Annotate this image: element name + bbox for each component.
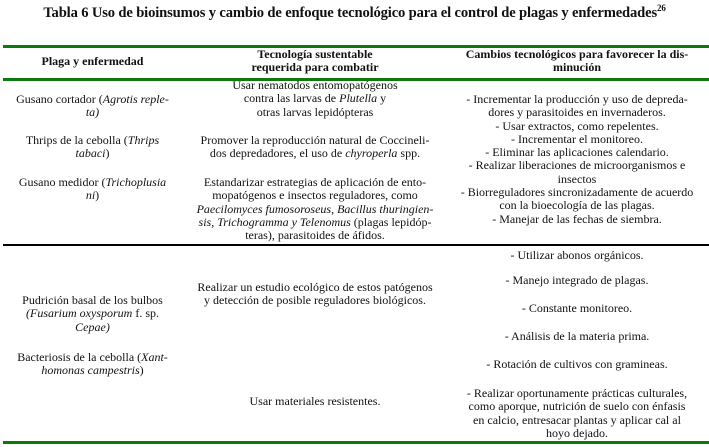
- text-line: Promover la reproducción natural de Coccineli-: [200, 133, 430, 147]
- species-span: Paecilomyces fumosoroseus, Bacillus thuringien-: [196, 201, 434, 216]
- species-span: Plutella: [339, 91, 378, 106]
- header-plaga: Plaga y enfermedad: [41, 54, 144, 68]
- text-line: - Realizar oportunamente prácticas culturales,: [466, 386, 688, 400]
- text-line: en calcio, entresacar plantas y aplicar cal al: [473, 412, 681, 427]
- text-line: hoyo dejado.: [546, 425, 608, 440]
- pest-bacteriosis: [0, 351, 185, 378]
- text-span: dos depredadores, el uso de: [209, 146, 346, 161]
- tech-materiales-resistentes: Usar materiales resistentes.: [249, 394, 381, 408]
- change-rotacion: - Rotación de cultivos con gramineas.: [486, 357, 668, 371]
- change-manejo-integrado: - Manejo integrado de plagas.: [505, 273, 649, 287]
- pest-name: Gusano cortador (: [16, 92, 103, 106]
- species-span: chyroperla: [345, 146, 398, 161]
- pest-species-cont: ta): [85, 105, 100, 120]
- text-line: otras larvas lepidópteras: [256, 104, 374, 119]
- header-tecnologia-line2: requerida para combatir: [251, 60, 379, 74]
- species-span: sis, Trichogramma y Telenomus: [198, 214, 351, 229]
- table-title-text: Tabla 6 Uso de bioinsumos y cambio de enfoque tecnológico para el control de plagas y enfermedades: [43, 5, 657, 21]
- pest-species-cont: tabaci: [75, 146, 106, 161]
- change-practicas-culturales: [445, 387, 709, 440]
- header-tecnologia: [185, 48, 445, 74]
- change-item: - Realizar liberaciones de microorganismos e: [468, 158, 686, 173]
- species-span: Cepae): [75, 319, 110, 334]
- text-span: f. sp.: [132, 306, 159, 321]
- header-cambios: [445, 48, 709, 74]
- pest-tail: ): [105, 146, 110, 161]
- change-materia-prima: - Análisis de la materia prima.: [504, 329, 650, 343]
- pest-species: Thrips: [127, 133, 160, 147]
- pest-thrips: [0, 134, 185, 161]
- text-span: ): [139, 363, 144, 378]
- pest-pudricion-basal: [0, 294, 185, 334]
- text-span: (plagas lepidóp-: [350, 214, 432, 229]
- text-line: teras), parasitoides de áfidos.: [245, 228, 385, 243]
- text-span: y: [377, 91, 387, 106]
- tech-nematodos: [185, 79, 445, 119]
- change-item: - Eliminar las aplicaciones calendario.: [485, 145, 669, 160]
- change-monitoreo: - Constante monitoreo.: [521, 301, 633, 315]
- table-bottom-rule: [3, 441, 709, 444]
- text-line: Pudrición basal de los bulbos: [22, 293, 163, 307]
- pest-name: Gusano medidor (: [18, 175, 106, 189]
- text-line: Usar nematodos entomopatógenos: [232, 78, 398, 92]
- change-item: - Incrementar la producción y uso de depreda-: [466, 92, 688, 106]
- pest-tail: ): [95, 188, 100, 203]
- table-title: [0, 3, 709, 22]
- text-span: Bacteriosis de la cebolla (: [17, 350, 142, 364]
- tech-estudio-ecologico: [185, 281, 445, 308]
- header-tecnologia-line1: Tecnología sustentable: [257, 47, 373, 61]
- change-item: - Incrementar el monitoreo.: [511, 131, 643, 146]
- pest-name: Thrips de la cebolla (: [25, 133, 128, 147]
- tech-coccinelidos: [185, 134, 445, 161]
- change-item-cont: insectos: [557, 171, 597, 186]
- text-span: spp.: [397, 146, 421, 161]
- text-line: y detección de posible reguladores biológicos.: [204, 293, 426, 308]
- change-item: - Biorreguladores sincronizadamente de acuerdo: [460, 185, 694, 200]
- pest-gusano-medidor: [0, 176, 185, 203]
- species-span: Xant-: [141, 350, 168, 364]
- text-line: mopatógenos e insectos reguladores, como: [212, 188, 418, 203]
- species-span: homonas campestris: [41, 363, 140, 378]
- text-line: Estandarizar estrategias de aplicación de ento-: [203, 175, 427, 189]
- pest-species: Agrotis reple-: [102, 92, 169, 106]
- changes-group1: [445, 93, 709, 226]
- species-span: (Fusarium oxysporum: [26, 306, 133, 321]
- pest-species-cont: ni: [85, 188, 96, 203]
- pest-gusano-cortador: [0, 93, 185, 120]
- group-separator-rule: [3, 244, 709, 246]
- change-item: - Usar extractos, como repelentes.: [495, 118, 659, 133]
- tech-entomopatogenos: [185, 176, 445, 242]
- pest-species: Trichoplusia: [105, 175, 167, 189]
- header-cambios-line2: minución: [552, 60, 601, 74]
- text-span: contra las larvas de: [243, 91, 340, 106]
- change-item-cont: dores y parasitoides en invernaderos.: [488, 105, 666, 120]
- change-item-cont: con la bioecología de las plagas.: [499, 198, 655, 213]
- footnote-marker: 26: [656, 3, 666, 13]
- text-line: Realizar un estudio ecológico de estos patógenos: [197, 280, 433, 294]
- change-abonos: - Utilizar abonos orgánicos.: [510, 248, 644, 262]
- header-cambios-line1: Cambios tecnológicos para favorecer la dis-: [465, 47, 689, 61]
- text-line: como aporque, nutrición de suelo con énfasis: [468, 399, 686, 414]
- change-item: - Manejar de las fechas de siembra.: [492, 211, 662, 226]
